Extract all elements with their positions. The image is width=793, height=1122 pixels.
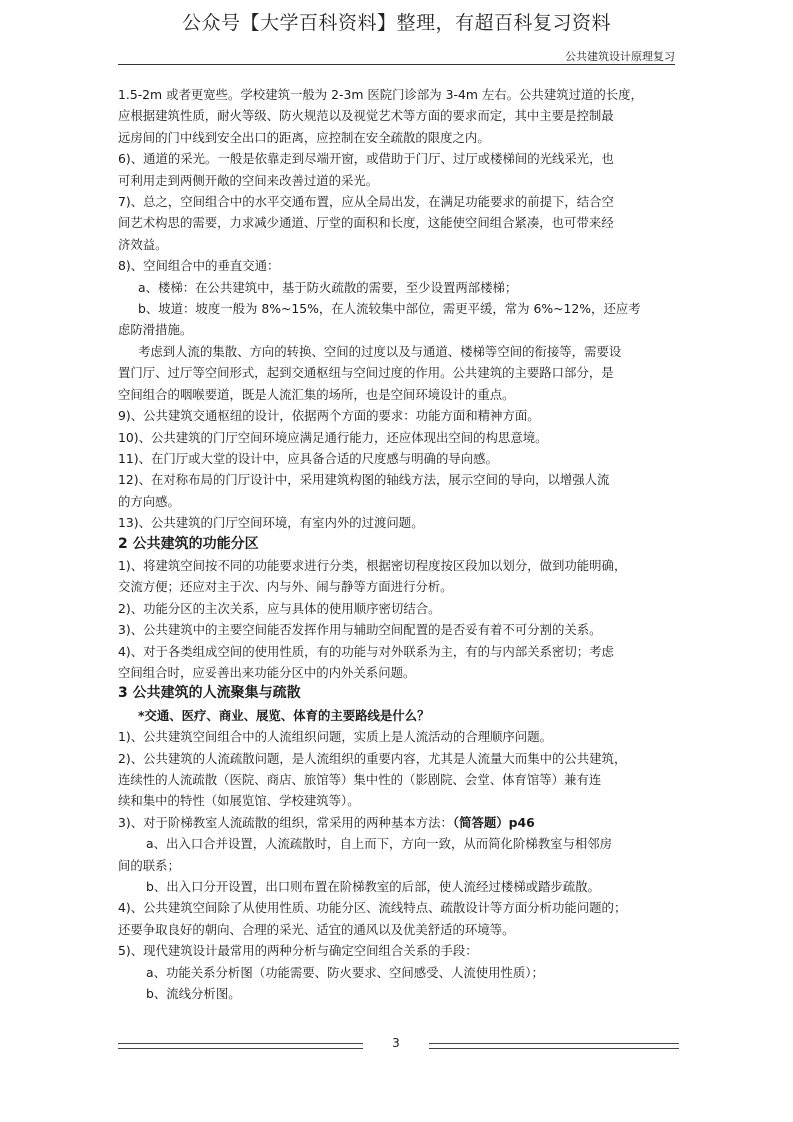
paragraph-line: 虑防滑措施。: [118, 322, 193, 338]
paragraph-line: 济效益。: [118, 236, 168, 252]
paragraph-line: 可利用走到两侧开敞的空间来改善过道的采光。: [118, 172, 379, 188]
list-item: b、流线分析图。: [146, 986, 241, 1002]
paragraph-line: 13)、公共建筑的门厅空间环境，有室内外的过渡问题。: [118, 515, 424, 531]
footer-rule-left: [118, 1043, 363, 1049]
paragraph-line: 1.5-2m 或者更宽些。学校建筑一般为 2-3m 医院门诊部为 3-4m 左右。公共建筑过道的长度，: [118, 87, 643, 102]
page-number: 3: [392, 1036, 400, 1050]
paragraph-line: 续和集中的特性（如展览馆、学校建筑等）。: [118, 793, 360, 809]
paragraph-line: 的方向感。: [118, 493, 180, 509]
paragraph-line: 空间组合时，应妥善出来功能分区中的内外关系问题。: [118, 664, 416, 680]
paragraph-line: 3)、公共建筑中的主要空间能否发挥作用与辅助空间配置的是否妥有着不可分割的关系。: [118, 622, 602, 638]
paragraph-line: 置门厅、过厅等空间形式，起到交通枢纽与空间过度的作用。公共建筑的主要路口部分，是: [118, 365, 614, 381]
paragraph-line: 6)、通道的采光。一般是依靠走到尽端开窗，或借助于门厅、过厅或楼梯间的光线采光，也: [118, 151, 614, 167]
paragraph-line: 空间组合的咽喉要道，既是人流汇集的场所，也是空间环境设计的重点。: [118, 386, 515, 402]
paragraph-line: 4)、公共建筑空间除了从使用性质、功能分区、流线特点、疏散设计等方面分析功能问题的；: [118, 900, 627, 916]
paragraph-line: 10)、公共建筑的门厅空间环境应满足通行能力，还应体现出空间的构思意境。: [118, 429, 548, 445]
paragraph-line: 连续性的人流疏散（医院、商店、旅馆等）集中性的（影剧院、会堂、体育馆等）兼有连: [118, 772, 602, 787]
list-item: a、出入口合并设置，人流疏散时，自上而下，方向一致，从而简化阶梯教室与相邻房: [146, 836, 613, 852]
header-rule: [118, 64, 675, 65]
paragraph-line: 2)、功能分区的主次关系，应与具体的使用顺序密切结合。: [118, 600, 441, 616]
list-item: a、楼梯：在公共建筑中，基于防火疏散的需要，至少设置两部楼梯；: [138, 279, 518, 295]
question-tag: （简答题）p46: [452, 814, 535, 830]
paragraph-line: 4)、对于各类组成空间的使用性质，有的功能与对外联系为主，有的与内部关系密切；考虑: [118, 643, 614, 659]
paragraph-line: 应根据建筑性质，耐火等级、防火规范以及视觉艺术等方面的要求而定，其中主要是控制最: [118, 108, 614, 124]
paragraph-line: 交流方便；还应对主于次、内与外、闹与静等方面进行分析。: [118, 579, 453, 595]
paragraph-text: 3)、对于阶梯教室人流疏散的组织，常采用的两种基本方法：: [118, 814, 453, 830]
list-item: a、功能关系分析图（功能需要、防火要求、空间感受、人流使用性质）；: [146, 964, 544, 980]
section-heading: 2 公共建筑的功能分区: [118, 535, 259, 552]
running-header: 公共建筑设计原理复习: [565, 50, 675, 63]
footer-rule-right: [429, 1043, 679, 1049]
paragraph-line: 7)、总之，空间组合中的水平交通布置，应从全局出发，在满足功能要求的前提下，结合空: [118, 194, 614, 210]
paragraph-line: 间艺术构思的需要，力求减少通道、厅堂的面积和长度，这能使空间组合紧凑，也可带来经: [118, 215, 614, 231]
question-line: *交通、医疗、商业、展览、体育的主要路线是什么？: [138, 707, 430, 723]
paragraph-line: [118, 812, 678, 833]
top-banner: 公众号【大学百科资料】整理，有超百科复习资料: [181, 12, 611, 34]
paragraph-line: 12)、在对称布局的门厅设计中，采用建筑构图的轴线方法，展示空间的导向，以增强人流: [118, 472, 610, 488]
list-item: b、坡道：坡度一般为 8%~15%，在人流较集中部位，需更平缓，常为 6%~12%，还应考: [138, 301, 641, 317]
document-body: [118, 84, 678, 1004]
paragraph-line: 考虑到人流的集散、方向的转换、空间的过度以及与通道、楼梯等空间的衔接等，需要设: [138, 343, 622, 359]
paragraph-line: 1)、公共建筑空间组合中的人流组织问题，实质上是人流活动的合理顺序问题。: [118, 729, 552, 745]
paragraph-line: 2)、公共建筑的人流疏散问题，是人流组织的重要内容，尤其是人流量大而集中的公共建筑，: [118, 750, 627, 766]
list-item: b、出入口分开设置，出口则布置在阶梯教室的后部，使人流经过楼梯或踏步疏散。: [146, 879, 600, 895]
paragraph-line: 8)、空间组合中的垂直交通：: [118, 258, 280, 274]
paragraph-line: 远房间的门中线到安全出口的距离，应控制在安全疏散的限度之内。: [118, 129, 490, 145]
paragraph-line: 还要争取良好的朝向、合理的采光、适宜的通风以及优美舒适的环境等。: [118, 921, 515, 937]
section-heading: 3 公共建筑的人流聚集与疏散: [118, 685, 301, 702]
paragraph-line: 1)、将建筑空间按不同的功能要求进行分类，根据密切程度按区段加以划分，做到功能明确，: [118, 557, 627, 573]
paragraph-line: 9)、公共建筑交通枢纽的设计，依据两个方面的要求：功能方面和精神方面。: [118, 408, 540, 424]
paragraph-line: 间的联系；: [118, 857, 180, 873]
paragraph-line: 5)、现代建筑设计最常用的两种分析与确定空间组合关系的手段：: [118, 943, 478, 959]
paragraph-line: 11)、在门厅或大堂的设计中，应具备合适的尺度感与明确的导向感。: [118, 450, 498, 466]
